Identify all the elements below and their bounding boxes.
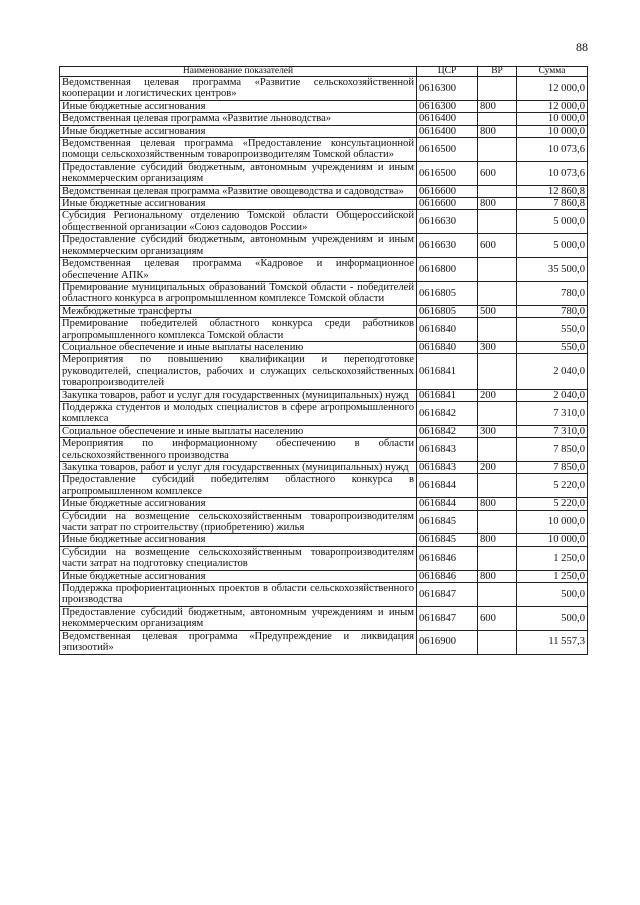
- row-sum: 12 000,0: [517, 100, 588, 112]
- row-name: Субсидия Региональному отделению Томской области Общероссийской общественной организации «Союз садоводов России»: [60, 210, 417, 234]
- table-row: [60, 401, 588, 425]
- row-csr: 0616845: [417, 534, 478, 546]
- table-row: [60, 258, 588, 282]
- row-sum: 10 000,0: [517, 534, 588, 546]
- row-sum: 1 250,0: [517, 546, 588, 570]
- row-csr: 0616840: [417, 341, 478, 353]
- row-name: Мероприятия по повышению квалификации и переподготовке руководителей, специалистов, рабочих и служащих сельскохозяйственных товаропроизводителей: [60, 354, 417, 389]
- row-vr: [478, 401, 517, 425]
- row-csr: 0616900: [417, 630, 478, 654]
- table-row: [60, 354, 588, 389]
- row-sum: 7 310,0: [517, 425, 588, 437]
- row-sum: 35 500,0: [517, 258, 588, 282]
- table-row: [60, 341, 588, 353]
- row-sum: 5 220,0: [517, 498, 588, 510]
- row-csr: 0616842: [417, 425, 478, 437]
- row-csr: 0616841: [417, 389, 478, 401]
- row-vr: 800: [478, 125, 517, 137]
- table-row: [60, 100, 588, 112]
- row-sum: 7 860,8: [517, 198, 588, 210]
- row-csr: 0616300: [417, 100, 478, 112]
- row-csr: 0616841: [417, 354, 478, 389]
- row-vr: 800: [478, 100, 517, 112]
- row-name: Иные бюджетные ассигнования: [60, 125, 417, 137]
- header-vr: ВР: [478, 67, 517, 77]
- row-sum: 7 850,0: [517, 438, 588, 462]
- row-csr: 0616500: [417, 161, 478, 185]
- row-name: Ведомственная целевая программа «Развитие овощеводства и садоводства»: [60, 185, 417, 197]
- row-vr: [478, 630, 517, 654]
- row-name: Предоставление субсидий бюджетным, автономным учреждениям и иным некоммерческим организациям: [60, 161, 417, 185]
- row-csr: 0616805: [417, 281, 478, 305]
- row-sum: 550,0: [517, 318, 588, 342]
- header-name: Наименование показателей: [60, 67, 417, 77]
- table-row: [60, 161, 588, 185]
- row-name: Иные бюджетные ассигнования: [60, 100, 417, 112]
- row-csr: 0616846: [417, 546, 478, 570]
- row-csr: 0616600: [417, 198, 478, 210]
- row-sum: 780,0: [517, 281, 588, 305]
- row-name: Предоставление субсидий победителям областного конкурса в агропромышленном комплексе: [60, 474, 417, 498]
- row-name: Межбюджетные трансферты: [60, 305, 417, 317]
- row-name: Предоставление субсидий бюджетным, автономным учреждениям и иным некоммерческим организациям: [60, 234, 417, 258]
- row-vr: 600: [478, 161, 517, 185]
- row-vr: [478, 510, 517, 534]
- row-name: Премирование победителей областного конкурса среди работников агропромышленного комплекса Томской области: [60, 318, 417, 342]
- row-csr: 0616500: [417, 138, 478, 162]
- row-csr: 0616805: [417, 305, 478, 317]
- row-csr: 0616300: [417, 77, 478, 101]
- row-sum: 7 310,0: [517, 401, 588, 425]
- table-row: [60, 125, 588, 137]
- row-vr: 200: [478, 462, 517, 474]
- row-name: Иные бюджетные ассигнования: [60, 570, 417, 582]
- row-name: Иные бюджетные ассигнования: [60, 498, 417, 510]
- row-sum: 10 073,6: [517, 161, 588, 185]
- row-sum: 5 000,0: [517, 234, 588, 258]
- table-row: [60, 462, 588, 474]
- row-vr: [478, 113, 517, 125]
- row-sum: 10 000,0: [517, 113, 588, 125]
- table-row: [60, 305, 588, 317]
- row-vr: 600: [478, 606, 517, 630]
- row-vr: [478, 185, 517, 197]
- row-vr: [478, 354, 517, 389]
- table-row: [60, 389, 588, 401]
- row-vr: [478, 258, 517, 282]
- row-csr: 0616844: [417, 474, 478, 498]
- row-sum: 11 557,3: [517, 630, 588, 654]
- table-row: [60, 210, 588, 234]
- table-row: [60, 474, 588, 498]
- row-vr: [478, 210, 517, 234]
- table-row: [60, 570, 588, 582]
- row-vr: 300: [478, 425, 517, 437]
- row-name: Социальное обеспечение и иные выплаты населению: [60, 425, 417, 437]
- row-sum: 2 040,0: [517, 389, 588, 401]
- row-sum: 500,0: [517, 606, 588, 630]
- row-csr: 0616630: [417, 210, 478, 234]
- row-name: Иные бюджетные ассигнования: [60, 198, 417, 210]
- row-csr: 0616847: [417, 606, 478, 630]
- row-vr: [478, 281, 517, 305]
- table-row: [60, 281, 588, 305]
- row-sum: 2 040,0: [517, 354, 588, 389]
- row-name: Мероприятия по информационному обеспечению в области сельскохозяйственного производства: [60, 438, 417, 462]
- row-name: Премирование муниципальных образований Томской области - победителей областного конкурса в агропромышленном комплексе Томской области: [60, 281, 417, 305]
- row-sum: 12 860,8: [517, 185, 588, 197]
- row-csr: 0616600: [417, 185, 478, 197]
- row-name: Закупка товаров, работ и услуг для государственных (муниципальных) нужд: [60, 462, 417, 474]
- table-row: [60, 498, 588, 510]
- row-name: Ведомственная целевая программа «Развитие льноводства»: [60, 113, 417, 125]
- row-csr: 0616846: [417, 570, 478, 582]
- row-sum: 7 850,0: [517, 462, 588, 474]
- row-name: Иные бюджетные ассигнования: [60, 534, 417, 546]
- row-csr: 0616840: [417, 318, 478, 342]
- row-sum: 5 000,0: [517, 210, 588, 234]
- table-row: [60, 630, 588, 654]
- page-number: 88: [576, 40, 588, 54]
- row-vr: 300: [478, 341, 517, 353]
- table-header-row: [60, 67, 588, 77]
- row-vr: 500: [478, 305, 517, 317]
- row-csr: 0616847: [417, 583, 478, 607]
- row-sum: 550,0: [517, 341, 588, 353]
- row-csr: 0616842: [417, 401, 478, 425]
- table-row: [60, 534, 588, 546]
- row-sum: 1 250,0: [517, 570, 588, 582]
- row-csr: 0616630: [417, 234, 478, 258]
- row-csr: 0616800: [417, 258, 478, 282]
- row-csr: 0616844: [417, 498, 478, 510]
- row-vr: 800: [478, 198, 517, 210]
- row-vr: [478, 318, 517, 342]
- row-vr: 600: [478, 234, 517, 258]
- budget-table: [59, 66, 588, 655]
- row-vr: [478, 474, 517, 498]
- header-csr: ЦСР: [417, 67, 478, 77]
- table-row: [60, 198, 588, 210]
- table-row: [60, 510, 588, 534]
- row-vr: 800: [478, 498, 517, 510]
- row-name: Субсидии на возмещение сельскохозяйственным товаропроизводителям части затрат по строительству (приобретению) жилья: [60, 510, 417, 534]
- row-name: Предоставление субсидий бюджетным, автономным учреждениям и иным некоммерческим организациям: [60, 606, 417, 630]
- table-row: [60, 234, 588, 258]
- row-sum: 10 000,0: [517, 125, 588, 137]
- row-name: Поддержка профориентационных проектов в области сельскохозяйственного производства: [60, 583, 417, 607]
- row-csr: 0616843: [417, 462, 478, 474]
- table-row: [60, 138, 588, 162]
- table-row: [60, 606, 588, 630]
- row-vr: [478, 438, 517, 462]
- row-name: Ведомственная целевая программа «Предупреждение и ликвидация эпизоотий»: [60, 630, 417, 654]
- row-name: Поддержка студентов и молодых специалистов в сфере агропромышленного комплекса: [60, 401, 417, 425]
- table-row: [60, 77, 588, 101]
- row-name: Субсидии на возмещение сельскохозяйственным товаропроизводителям части затрат на подготовку специалистов: [60, 546, 417, 570]
- row-vr: [478, 77, 517, 101]
- table-row: [60, 546, 588, 570]
- row-vr: 800: [478, 534, 517, 546]
- table-row: [60, 438, 588, 462]
- row-name: Социальное обеспечение и иные выплаты населению: [60, 341, 417, 353]
- row-sum: 10 073,6: [517, 138, 588, 162]
- table-row: [60, 185, 588, 197]
- row-vr: 200: [478, 389, 517, 401]
- row-name: Закупка товаров, работ и услуг для государственных (муниципальных) нужд: [60, 389, 417, 401]
- row-name: Ведомственная целевая программа «Развитие сельскохозяйственной кооперации и логистических центров»: [60, 77, 417, 101]
- row-csr: 0616400: [417, 125, 478, 137]
- table-row: [60, 425, 588, 437]
- row-vr: 800: [478, 570, 517, 582]
- row-csr: 0616845: [417, 510, 478, 534]
- row-vr: [478, 138, 517, 162]
- row-sum: 12 000,0: [517, 77, 588, 101]
- table-row: [60, 113, 588, 125]
- row-vr: [478, 546, 517, 570]
- row-name: Ведомственная целевая программа «Кадровое и информационное обеспечение АПК»: [60, 258, 417, 282]
- row-sum: 500,0: [517, 583, 588, 607]
- row-csr: 0616843: [417, 438, 478, 462]
- table-body: [60, 77, 588, 655]
- row-vr: [478, 583, 517, 607]
- table-row: [60, 318, 588, 342]
- row-name: Ведомственная целевая программа «Предоставление консультационной помощи сельскохозяйственным товаропроизводителям Томской области»: [60, 138, 417, 162]
- row-sum: 10 000,0: [517, 510, 588, 534]
- header-sum: Сумма: [517, 67, 588, 77]
- row-sum: 5 220,0: [517, 474, 588, 498]
- row-csr: 0616400: [417, 113, 478, 125]
- row-sum: 780,0: [517, 305, 588, 317]
- table-row: [60, 583, 588, 607]
